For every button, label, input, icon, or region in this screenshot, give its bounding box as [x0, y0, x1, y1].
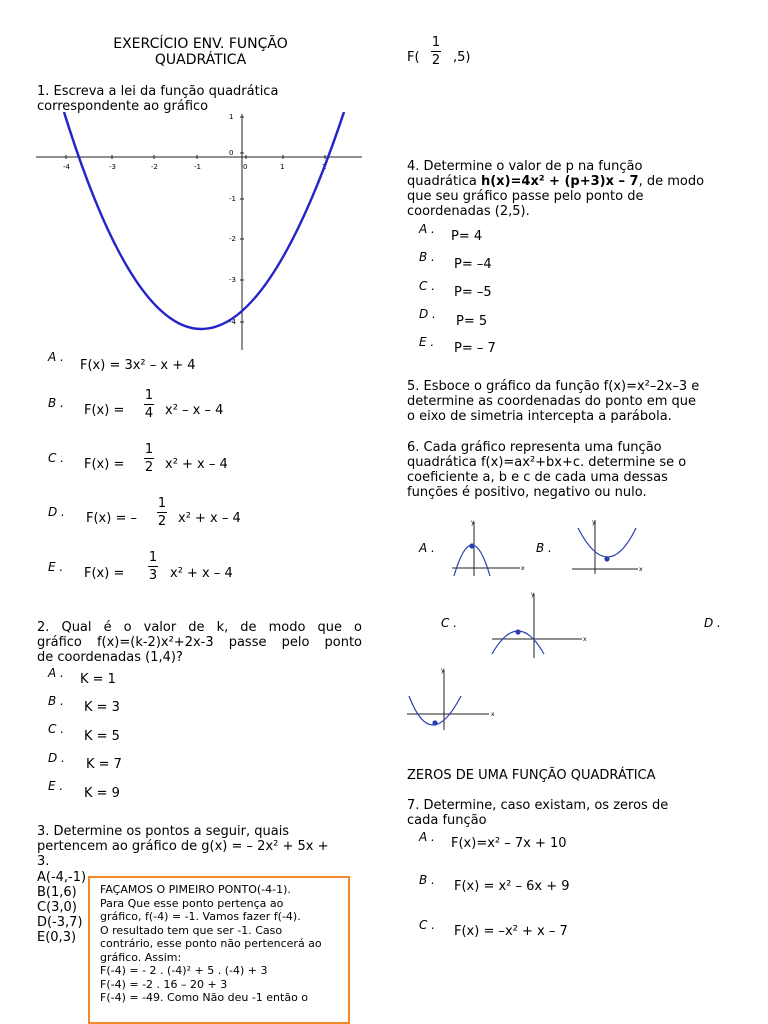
title-line-1: EXERCÍCIO ENV. FUNÇÃO — [113, 36, 288, 52]
q4-prompt — [407, 159, 704, 219]
q4-option-b-letter: B . — [419, 250, 435, 264]
q2-option-b-letter: B . — [48, 694, 64, 708]
q2-option-a-text[interactable]: K = 1 — [80, 672, 116, 687]
x-axis-label: x — [491, 711, 495, 718]
q4-option-d-text[interactable]: P= 5 — [456, 314, 488, 329]
denominator: 2 — [144, 460, 154, 475]
page-title — [38, 36, 363, 68]
x-tick-label: -1 — [194, 163, 201, 171]
q4-prompt-line: 4. Determine o valor de p na função — [407, 159, 643, 174]
q6-graph-a — [448, 518, 530, 578]
q2-prompt — [37, 620, 362, 665]
expr-post: ,5) — [453, 50, 471, 65]
numerator: 1 — [431, 35, 441, 50]
q7-option-c-letter: C . — [419, 918, 436, 932]
numerator: 1 — [144, 442, 154, 457]
q1-option-e-pre[interactable]: F(x) = — [84, 566, 125, 581]
denominator: 3 — [148, 568, 158, 583]
q1-option-b-pre[interactable]: F(x) = — [84, 403, 125, 418]
q1-option-b-post: x² – x – 4 — [165, 403, 224, 418]
q1-option-e-post: x² + x – 4 — [170, 566, 233, 581]
y-tick-label: -2 — [229, 235, 236, 243]
q2-option-e-text[interactable]: K = 9 — [84, 786, 120, 801]
numerator: 1 — [157, 496, 167, 511]
x-tick-label: 2 — [322, 163, 327, 171]
y-tick-label: -1 — [229, 195, 236, 203]
q1-option-a-text[interactable]: F(x) = 3x² – x + 4 — [80, 358, 196, 373]
q2-option-d-text[interactable]: K = 7 — [86, 757, 122, 772]
q4-option-a-letter: A . — [419, 222, 435, 236]
y-axis-label: y — [441, 667, 445, 674]
q4-option-c-letter: C . — [419, 279, 436, 293]
q7-prompt-line: 7. Determine, caso existam, os zeros de — [407, 798, 669, 813]
q2-prompt-line: 2. Qual é o valor de k, de modo que o — [37, 620, 362, 635]
q6-graph-c-label: C . — [441, 616, 458, 630]
q7-option-b-letter: B . — [419, 873, 435, 887]
q2-option-c-letter: C . — [48, 722, 65, 736]
denominator: 2 — [431, 53, 441, 68]
x-tick-label: -3 — [109, 163, 116, 171]
q5-prompt — [407, 379, 699, 424]
box-line: F(-4) = -49. Como Não deu -1 então o — [100, 991, 309, 1004]
box-line: F(-4) = - 2 . (-4)² + 5 . (-4) + 3 — [100, 964, 268, 977]
q1-prompt-line: 1. Escreva a lei da função quadrática — [37, 84, 279, 99]
expr-pre: F( — [407, 50, 420, 65]
q6-graph-a-label: A . — [419, 541, 435, 555]
q6-graph-d — [405, 666, 499, 732]
q2-option-a-letter: A . — [48, 666, 64, 680]
q6-prompt-line: 6. Cada gráfico representa uma função — [407, 440, 662, 455]
q2-option-b-text[interactable]: K = 3 — [84, 700, 120, 715]
q4-option-b-text[interactable]: P= –4 — [454, 257, 492, 272]
box-line: contrário, esse ponto não pertencerá ao — [100, 937, 322, 950]
q1-option-c-letter: C . — [48, 451, 65, 465]
box-line: Para Que esse ponto pertença ao — [100, 896, 284, 910]
q4-prompt-line: coordenadas (2,5). — [407, 204, 530, 219]
q2-option-d-letter: D . — [48, 751, 65, 765]
q1-option-d-pre[interactable]: F(x) = – — [86, 511, 137, 526]
q1-option-d-letter: D . — [48, 505, 65, 519]
box-line: gráfico. Assim: — [100, 950, 182, 964]
q1-option-c-fraction — [144, 442, 154, 475]
q7-option-b-text[interactable]: F(x) = x² – 6x + 9 — [454, 879, 570, 894]
q7-prompt — [407, 798, 668, 828]
title-line-2: QUADRÁTICA — [154, 52, 247, 68]
q3-prompt-line: pertencem ao gráfico de g(x) = – 2x² + 5x + — [37, 839, 329, 854]
q6-prompt-line: quadrática f(x)=ax²+bx+c. determine se o — [407, 455, 687, 470]
q2-prompt-line: gráfico f(x)=(k-2)x²+2x-3 passe pelo ponto — [37, 635, 362, 650]
box-line: gráfico, f(-4) = -1. Vamos fazer f(-4). — [100, 910, 301, 923]
q6-graph-c — [488, 590, 590, 660]
numerator: 1 — [148, 550, 158, 565]
q6-graph-d-label: D . — [704, 616, 721, 630]
q6-prompt-line: funções é positivo, negativo ou nulo. — [407, 485, 647, 500]
box-line: O resultado tem que ser -1. Caso — [100, 923, 283, 937]
q2-option-e-letter: E . — [48, 779, 64, 793]
q3-point: C(3,0) — [37, 900, 77, 915]
x-axis-label: x — [521, 565, 525, 572]
q5-prompt-line: o eixo de simetria intercepta a parábola. — [407, 409, 672, 424]
q1-prompt-line: correspondente ao gráfico — [37, 99, 209, 114]
q1-option-a-letter: A . — [48, 350, 64, 364]
q3-prompt-line: 3. — [37, 854, 50, 869]
y-tick-label: 0 — [229, 149, 234, 157]
box-line: F(-4) = -2 . 16 – 20 + 3 — [100, 977, 228, 991]
q4-option-e-text[interactable]: P= – 7 — [454, 341, 496, 356]
q1-option-d-post: x² + x – 4 — [178, 511, 241, 526]
parabola-curve — [64, 112, 344, 329]
q1-option-e-fraction — [148, 550, 158, 583]
denominator: 4 — [144, 406, 154, 421]
q4-option-c-text[interactable]: P= –5 — [454, 285, 492, 300]
q3-point: A(-4,-1) — [37, 870, 87, 885]
q3-prompt-line: 3. Determine os pontos a seguir, quais — [37, 824, 290, 839]
q6-graph-b — [568, 516, 646, 576]
denominator: 2 — [157, 514, 167, 529]
q3-points-list — [37, 870, 86, 945]
q5-prompt-line: determine as coordenadas do ponto em que — [407, 394, 696, 409]
x-tick-label: -2 — [151, 163, 158, 171]
q3-point: E(0,3) — [37, 930, 77, 945]
q1-option-d-fraction — [157, 496, 167, 529]
expr-fraction — [431, 35, 441, 68]
q1-option-c-pre[interactable]: F(x) = — [84, 457, 125, 472]
q7-option-c-text[interactable]: F(x) = –x² + x – 7 — [454, 924, 568, 939]
q3-point: D(-3,7) — [37, 915, 83, 930]
q7-option-a-text[interactable]: F(x)=x² – 7x + 10 — [451, 836, 567, 851]
x-tick-label: 0 — [243, 163, 248, 171]
q4-prompt-line: que seu gráfico passe pelo ponto de — [407, 189, 644, 204]
q5-prompt-line: 5. Esboce o gráfico da função f(x)=x²–2x–3 e — [407, 379, 700, 394]
q6-prompt — [407, 440, 686, 500]
x-axis-label: x — [639, 566, 643, 573]
q2-prompt-line: de coordenadas (1,4)? — [37, 650, 183, 665]
q6-prompt-line: coeficiente a, b e c de cada uma dessas — [407, 470, 668, 485]
q1-option-c-post: x² + x – 4 — [165, 457, 228, 472]
q1-parabola-graph — [34, 112, 364, 352]
q3-point: B(1,6) — [37, 885, 77, 900]
q3-prompt — [37, 824, 329, 869]
q6-graph-b-label: B . — [536, 541, 552, 555]
q7-option-a-letter: A . — [419, 830, 435, 844]
q1-option-b-fraction — [144, 388, 154, 421]
x-axis-label: x — [583, 636, 587, 643]
q1-option-b-letter: B . — [48, 396, 64, 410]
q3-solution-box — [88, 876, 350, 1024]
y-axis-label: y — [592, 519, 596, 526]
x-tick-label: 1 — [280, 163, 285, 171]
q4-option-d-letter: D . — [419, 307, 436, 321]
q4-prompt-line: quadrática h(x)=4x² + (p+3)x – 7, de modo — [407, 174, 705, 189]
q7-prompt-line: cada função — [407, 813, 487, 828]
y-axis-label: y — [471, 519, 475, 526]
y-tick-label: -4 — [229, 318, 236, 326]
q2-option-c-text[interactable]: K = 5 — [84, 729, 120, 744]
section-heading-zeros: ZEROS DE UMA FUNÇÃO QUADRÁTICA — [407, 768, 656, 783]
y-axis-label: y — [531, 591, 535, 598]
q1-option-e-letter: E . — [48, 560, 64, 574]
q1-prompt — [37, 84, 278, 114]
q4-option-e-letter: E . — [419, 335, 435, 349]
q4-option-a-text[interactable]: P= 4 — [451, 229, 483, 244]
box-line: FAÇAMOS O PIMEIRO PONTO(-4-1). — [100, 883, 291, 896]
y-tick-label: -3 — [229, 276, 236, 284]
y-tick-label: 1 — [229, 113, 234, 121]
numerator: 1 — [144, 388, 154, 403]
x-tick-label: -4 — [63, 163, 70, 171]
q4-function-bold: h(x)=4x² + (p+3)x – 7 — [480, 174, 639, 189]
